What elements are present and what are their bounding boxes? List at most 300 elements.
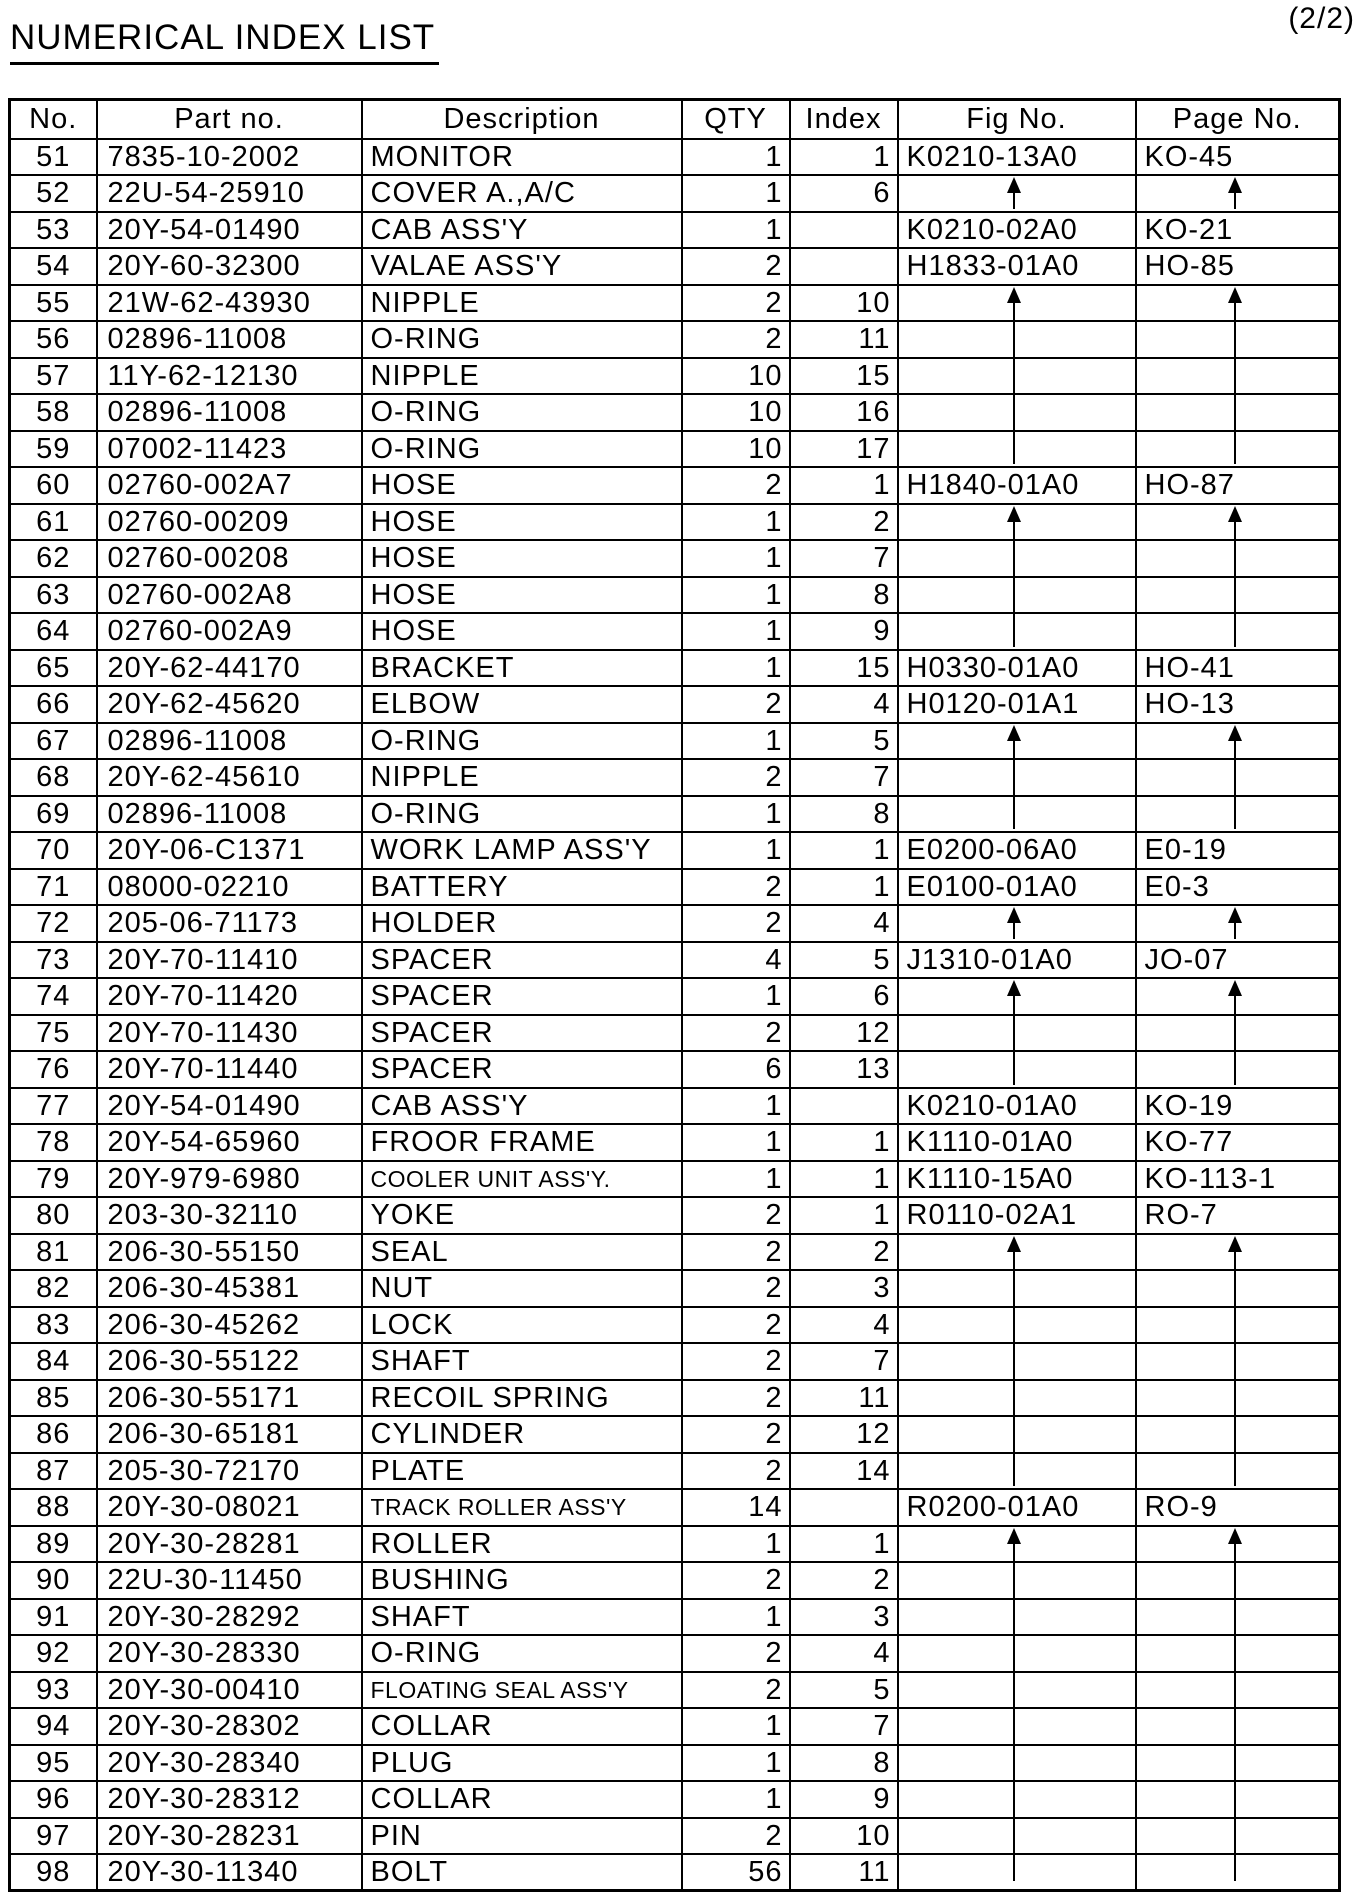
cell-no: 57	[10, 358, 97, 395]
cell-no: 67	[10, 723, 97, 760]
cell-no: 77	[10, 1088, 97, 1125]
ditto-arrow-icon	[1228, 287, 1242, 465]
cell-no: 81	[10, 1234, 97, 1271]
table-row	[10, 431, 1340, 468]
cell-desc: COLLAR	[362, 1781, 682, 1818]
cell-part: 20Y-54-65960	[97, 1124, 362, 1161]
cell-desc: SPACER	[362, 1015, 682, 1052]
cell-no: 97	[10, 1818, 97, 1855]
cell-desc: SHAFT	[362, 1343, 682, 1380]
table-row	[10, 1380, 1340, 1417]
cell-index: 11	[790, 321, 898, 358]
cell-index: 9	[790, 613, 898, 650]
table-row	[10, 212, 1340, 249]
cell-index: 7	[790, 540, 898, 577]
cell-qty: 1	[682, 1745, 790, 1782]
col-header-fig: Fig No.	[898, 100, 1136, 139]
cell-qty: 2	[682, 1453, 790, 1490]
cell-qty: 2	[682, 759, 790, 796]
cell-index: 6	[790, 175, 898, 212]
cell-part: 7835-10-2002	[97, 139, 362, 176]
cell-no: 86	[10, 1416, 97, 1453]
table-row	[10, 1708, 1340, 1745]
cell-fig: K1110-01A0	[898, 1124, 1136, 1161]
cell-qty: 1	[682, 1088, 790, 1125]
cell-index: 1	[790, 1197, 898, 1234]
cell-index: 1	[790, 832, 898, 869]
table-row	[10, 1343, 1340, 1380]
cell-page: KO-77	[1136, 1124, 1340, 1161]
cell-desc: COLLAR	[362, 1708, 682, 1745]
cell-index	[790, 1088, 898, 1125]
cell-no: 65	[10, 650, 97, 687]
table-row	[10, 1416, 1340, 1453]
cell-index: 1	[790, 1161, 898, 1198]
cell-desc: COOLER UNIT ASS'Y.	[362, 1161, 682, 1198]
cell-index: 4	[790, 1635, 898, 1672]
cell-index: 1	[790, 467, 898, 504]
cell-desc: BUSHING	[362, 1562, 682, 1599]
cell-index: 13	[790, 1051, 898, 1088]
ditto-arrow-icon	[1007, 177, 1021, 209]
cell-desc: SEAL	[362, 1234, 682, 1271]
cell-qty: 2	[682, 1015, 790, 1052]
cell-qty: 56	[682, 1854, 790, 1891]
cell-desc: SHAFT	[362, 1599, 682, 1636]
cell-index: 5	[790, 723, 898, 760]
cell-desc: NIPPLE	[362, 285, 682, 322]
cell-desc: RECOIL SPRING	[362, 1380, 682, 1417]
cell-part: 07002-11423	[97, 431, 362, 468]
cell-qty: 2	[682, 1635, 790, 1672]
cell-no: 71	[10, 869, 97, 906]
cell-index: 12	[790, 1416, 898, 1453]
table-row	[10, 248, 1340, 285]
cell-no: 87	[10, 1453, 97, 1490]
cell-index: 10	[790, 285, 898, 322]
ditto-arrow-icon	[1228, 725, 1242, 830]
ditto-arrow-icon	[1007, 1236, 1021, 1487]
ditto-arrow-icon	[1228, 980, 1242, 1085]
index-table-body	[10, 139, 1340, 1891]
cell-desc: VALAE ASS'Y	[362, 248, 682, 285]
cell-no: 79	[10, 1161, 97, 1198]
cell-no: 55	[10, 285, 97, 322]
cell-no: 70	[10, 832, 97, 869]
table-row	[10, 1124, 1340, 1161]
cell-no: 76	[10, 1051, 97, 1088]
cell-no: 89	[10, 1526, 97, 1563]
cell-desc: O-RING	[362, 796, 682, 833]
cell-index	[790, 248, 898, 285]
cell-index: 4	[790, 905, 898, 942]
cell-no: 60	[10, 467, 97, 504]
cell-part: 02760-00208	[97, 540, 362, 577]
cell-part: 02896-11008	[97, 723, 362, 760]
cell-qty: 1	[682, 577, 790, 614]
cell-fig: H1833-01A0	[898, 248, 1136, 285]
cell-desc: PLATE	[362, 1453, 682, 1490]
cell-qty: 2	[682, 467, 790, 504]
cell-index: 2	[790, 1562, 898, 1599]
table-row	[10, 1270, 1340, 1307]
cell-desc: O-RING	[362, 723, 682, 760]
table-row	[10, 796, 1340, 833]
cell-no: 51	[10, 139, 97, 176]
cell-desc: CAB ASS'Y	[362, 212, 682, 249]
cell-qty: 1	[682, 1708, 790, 1745]
cell-qty: 2	[682, 1307, 790, 1344]
table-row	[10, 1307, 1340, 1344]
cell-index: 1	[790, 869, 898, 906]
ditto-arrow-icon	[1007, 287, 1021, 465]
cell-index: 6	[790, 978, 898, 1015]
cell-part: 206-30-55122	[97, 1343, 362, 1380]
cell-desc: ELBOW	[362, 686, 682, 723]
cell-desc: SPACER	[362, 978, 682, 1015]
cell-index	[790, 1489, 898, 1526]
cell-qty: 2	[682, 1380, 790, 1417]
cell-index: 8	[790, 1745, 898, 1782]
cell-part: 20Y-979-6980	[97, 1161, 362, 1198]
cell-no: 94	[10, 1708, 97, 1745]
cell-qty: 1	[682, 613, 790, 650]
cell-no: 69	[10, 796, 97, 833]
cell-part: 02896-11008	[97, 394, 362, 431]
cell-no: 56	[10, 321, 97, 358]
cell-desc: HOLDER	[362, 905, 682, 942]
cell-qty: 1	[682, 1599, 790, 1636]
cell-no: 78	[10, 1124, 97, 1161]
cell-index: 11	[790, 1380, 898, 1417]
cell-no: 93	[10, 1672, 97, 1709]
ditto-arrow-icon	[1007, 506, 1021, 647]
cell-desc: O-RING	[362, 321, 682, 358]
table-row	[10, 285, 1340, 322]
cell-part: 206-30-45381	[97, 1270, 362, 1307]
table-row	[10, 540, 1340, 577]
cell-qty: 2	[682, 1672, 790, 1709]
cell-qty: 2	[682, 905, 790, 942]
cell-index: 15	[790, 650, 898, 687]
table-row	[10, 321, 1340, 358]
cell-desc: NUT	[362, 1270, 682, 1307]
cell-part: 20Y-30-28302	[97, 1708, 362, 1745]
cell-qty: 6	[682, 1051, 790, 1088]
cell-qty: 10	[682, 394, 790, 431]
cell-desc: WORK LAMP ASS'Y	[362, 832, 682, 869]
cell-qty: 2	[682, 1197, 790, 1234]
cell-page: E0-3	[1136, 869, 1340, 906]
ditto-arrow-icon	[1228, 1528, 1242, 1881]
cell-part: 02896-11008	[97, 796, 362, 833]
cell-fig: K0210-02A0	[898, 212, 1136, 249]
cell-qty: 2	[682, 248, 790, 285]
cell-no: 98	[10, 1854, 97, 1891]
cell-qty: 1	[682, 1526, 790, 1563]
table-row	[10, 504, 1340, 541]
cell-no: 58	[10, 394, 97, 431]
table-row	[10, 1745, 1340, 1782]
table-row	[10, 1051, 1340, 1088]
cell-page: KO-113-1	[1136, 1161, 1340, 1198]
table-row	[10, 723, 1340, 760]
cell-qty: 4	[682, 942, 790, 979]
cell-desc: HOSE	[362, 577, 682, 614]
cell-no: 72	[10, 905, 97, 942]
cell-part: 02760-002A7	[97, 467, 362, 504]
cell-index: 1	[790, 1526, 898, 1563]
cell-desc: HOSE	[362, 540, 682, 577]
cell-part: 02760-002A9	[97, 613, 362, 650]
cell-no: 83	[10, 1307, 97, 1344]
header-row	[10, 100, 1340, 139]
cell-part: 21W-62-43930	[97, 285, 362, 322]
cell-part: 20Y-62-45620	[97, 686, 362, 723]
cell-no: 80	[10, 1197, 97, 1234]
cell-page: HO-41	[1136, 650, 1340, 687]
cell-qty: 1	[682, 832, 790, 869]
col-header-index: Index	[790, 100, 898, 139]
cell-desc: COVER A.,A/C	[362, 175, 682, 212]
table-row	[10, 759, 1340, 796]
cell-part: 206-30-55150	[97, 1234, 362, 1271]
ditto-arrow-icon	[1007, 725, 1021, 830]
cell-part: 20Y-54-01490	[97, 1088, 362, 1125]
cell-part: 20Y-70-11440	[97, 1051, 362, 1088]
cell-index: 8	[790, 577, 898, 614]
cell-no: 82	[10, 1270, 97, 1307]
table-row	[10, 1489, 1340, 1526]
cell-qty: 1	[682, 1124, 790, 1161]
cell-index: 1	[790, 139, 898, 176]
cell-fig: R0110-02A1	[898, 1197, 1136, 1234]
cell-index: 12	[790, 1015, 898, 1052]
cell-no: 88	[10, 1489, 97, 1526]
cell-desc: CAB ASS'Y	[362, 1088, 682, 1125]
cell-page: KO-21	[1136, 212, 1340, 249]
cell-desc: CYLINDER	[362, 1416, 682, 1453]
cell-qty: 14	[682, 1489, 790, 1526]
cell-fig: H1840-01A0	[898, 467, 1136, 504]
cell-part: 20Y-30-28330	[97, 1635, 362, 1672]
cell-desc: SPACER	[362, 1051, 682, 1088]
cell-qty: 1	[682, 978, 790, 1015]
table-row	[10, 394, 1340, 431]
cell-page: HO-87	[1136, 467, 1340, 504]
cell-no: 84	[10, 1343, 97, 1380]
cell-no: 52	[10, 175, 97, 212]
cell-index: 7	[790, 1343, 898, 1380]
cell-no: 91	[10, 1599, 97, 1636]
cell-fig: K0210-13A0	[898, 139, 1136, 176]
cell-qty: 1	[682, 650, 790, 687]
table-row	[10, 1526, 1340, 1563]
cell-qty: 10	[682, 431, 790, 468]
cell-index: 2	[790, 1234, 898, 1271]
cell-part: 20Y-06-C1371	[97, 832, 362, 869]
cell-fig: R0200-01A0	[898, 1489, 1136, 1526]
cell-qty: 1	[682, 723, 790, 760]
cell-part: 20Y-30-00410	[97, 1672, 362, 1709]
cell-part: 20Y-60-32300	[97, 248, 362, 285]
cell-index: 16	[790, 394, 898, 431]
cell-desc: NIPPLE	[362, 358, 682, 395]
table-row	[10, 1015, 1340, 1052]
cell-index: 2	[790, 504, 898, 541]
table-row	[10, 1453, 1340, 1490]
cell-page: JO-07	[1136, 942, 1340, 979]
table-row	[10, 1818, 1340, 1855]
cell-part: 20Y-30-28231	[97, 1818, 362, 1855]
col-header-no: No.	[10, 100, 97, 139]
cell-part: 205-30-72170	[97, 1453, 362, 1490]
cell-qty: 2	[682, 321, 790, 358]
cell-no: 53	[10, 212, 97, 249]
cell-qty: 1	[682, 175, 790, 212]
cell-part: 02760-002A8	[97, 577, 362, 614]
cell-no: 75	[10, 1015, 97, 1052]
table-row	[10, 175, 1340, 212]
cell-desc: PIN	[362, 1818, 682, 1855]
cell-qty: 2	[682, 686, 790, 723]
cell-no: 92	[10, 1635, 97, 1672]
cell-page: HO-85	[1136, 248, 1340, 285]
cell-fig: H0330-01A0	[898, 650, 1136, 687]
cell-part: 20Y-30-28340	[97, 1745, 362, 1782]
cell-index: 5	[790, 942, 898, 979]
cell-desc: O-RING	[362, 394, 682, 431]
cell-no: 95	[10, 1745, 97, 1782]
cell-qty: 1	[682, 1161, 790, 1198]
cell-index: 5	[790, 1672, 898, 1709]
cell-index: 10	[790, 1818, 898, 1855]
cell-part: 22U-54-25910	[97, 175, 362, 212]
table-row	[10, 650, 1340, 687]
cell-no: 61	[10, 504, 97, 541]
cell-desc: O-RING	[362, 431, 682, 468]
table-row	[10, 1599, 1340, 1636]
cell-no: 85	[10, 1380, 97, 1417]
table-row	[10, 1197, 1340, 1234]
cell-page: RO-7	[1136, 1197, 1340, 1234]
cell-fig: J1310-01A0	[898, 942, 1136, 979]
cell-qty: 2	[682, 1343, 790, 1380]
cell-qty: 1	[682, 540, 790, 577]
table-row	[10, 905, 1340, 942]
cell-index: 3	[790, 1599, 898, 1636]
col-header-page: Page No.	[1136, 100, 1340, 139]
cell-index: 8	[790, 796, 898, 833]
cell-part: 20Y-70-11420	[97, 978, 362, 1015]
cell-part: 205-06-71173	[97, 905, 362, 942]
table-row	[10, 942, 1340, 979]
cell-no: 74	[10, 978, 97, 1015]
cell-desc: LOCK	[362, 1307, 682, 1344]
cell-desc: FLOATING SEAL ASS'Y	[362, 1672, 682, 1709]
cell-index: 7	[790, 759, 898, 796]
cell-fig: K1110-15A0	[898, 1161, 1136, 1198]
cell-qty: 10	[682, 358, 790, 395]
ditto-arrow-icon	[1228, 177, 1242, 209]
cell-part: 22U-30-11450	[97, 1562, 362, 1599]
cell-page: KO-19	[1136, 1088, 1340, 1125]
cell-part: 206-30-45262	[97, 1307, 362, 1344]
cell-part: 20Y-70-11410	[97, 942, 362, 979]
cell-fig: H0120-01A1	[898, 686, 1136, 723]
table-row	[10, 139, 1340, 176]
cell-index: 4	[790, 1307, 898, 1344]
cell-fig: K0210-01A0	[898, 1088, 1136, 1125]
numerical-index-table	[8, 98, 1341, 1892]
cell-desc: HOSE	[362, 613, 682, 650]
cell-index: 11	[790, 1854, 898, 1891]
ditto-arrow-icon	[1007, 980, 1021, 1085]
cell-desc: MONITOR	[362, 139, 682, 176]
cell-page: E0-19	[1136, 832, 1340, 869]
cell-qty: 1	[682, 796, 790, 833]
cell-desc: SPACER	[362, 942, 682, 979]
table-row	[10, 1635, 1340, 1672]
table-row	[10, 686, 1340, 723]
table-row	[10, 832, 1340, 869]
cell-qty: 1	[682, 212, 790, 249]
cell-index: 17	[790, 431, 898, 468]
cell-index: 15	[790, 358, 898, 395]
cell-index: 1	[790, 1124, 898, 1161]
cell-part: 02896-11008	[97, 321, 362, 358]
cell-fig: E0200-06A0	[898, 832, 1136, 869]
ditto-arrow-icon	[1228, 1236, 1242, 1487]
cell-qty: 1	[682, 139, 790, 176]
cell-part: 02760-00209	[97, 504, 362, 541]
cell-part: 20Y-62-44170	[97, 650, 362, 687]
cell-no: 62	[10, 540, 97, 577]
cell-desc: TRACK ROLLER ASS'Y	[362, 1489, 682, 1526]
table-row	[10, 1854, 1340, 1891]
table-row	[10, 1234, 1340, 1271]
cell-desc: HOSE	[362, 467, 682, 504]
cell-no: 63	[10, 577, 97, 614]
ditto-arrow-icon	[1228, 907, 1242, 939]
col-header-part: Part no.	[97, 100, 362, 139]
cell-part: 206-30-55171	[97, 1380, 362, 1417]
cell-desc: ROLLER	[362, 1526, 682, 1563]
cell-part: 20Y-70-11430	[97, 1015, 362, 1052]
cell-desc: FROOR FRAME	[362, 1124, 682, 1161]
cell-no: 66	[10, 686, 97, 723]
cell-no: 64	[10, 613, 97, 650]
cell-desc: PLUG	[362, 1745, 682, 1782]
ditto-arrow-icon	[1007, 907, 1021, 939]
cell-part: 206-30-65181	[97, 1416, 362, 1453]
cell-page: HO-13	[1136, 686, 1340, 723]
cell-no: 90	[10, 1562, 97, 1599]
cell-desc: HOSE	[362, 504, 682, 541]
table-row	[10, 1672, 1340, 1709]
table-row	[10, 1161, 1340, 1198]
sheet-number: (2/2)	[1288, 2, 1355, 35]
cell-index: 4	[790, 686, 898, 723]
cell-qty: 2	[682, 1270, 790, 1307]
cell-part: 20Y-30-28292	[97, 1599, 362, 1636]
cell-qty: 2	[682, 1234, 790, 1271]
cell-qty: 2	[682, 1416, 790, 1453]
cell-qty: 1	[682, 1781, 790, 1818]
cell-part: 20Y-54-01490	[97, 212, 362, 249]
table-row	[10, 1088, 1340, 1125]
ditto-arrow-icon	[1228, 506, 1242, 647]
